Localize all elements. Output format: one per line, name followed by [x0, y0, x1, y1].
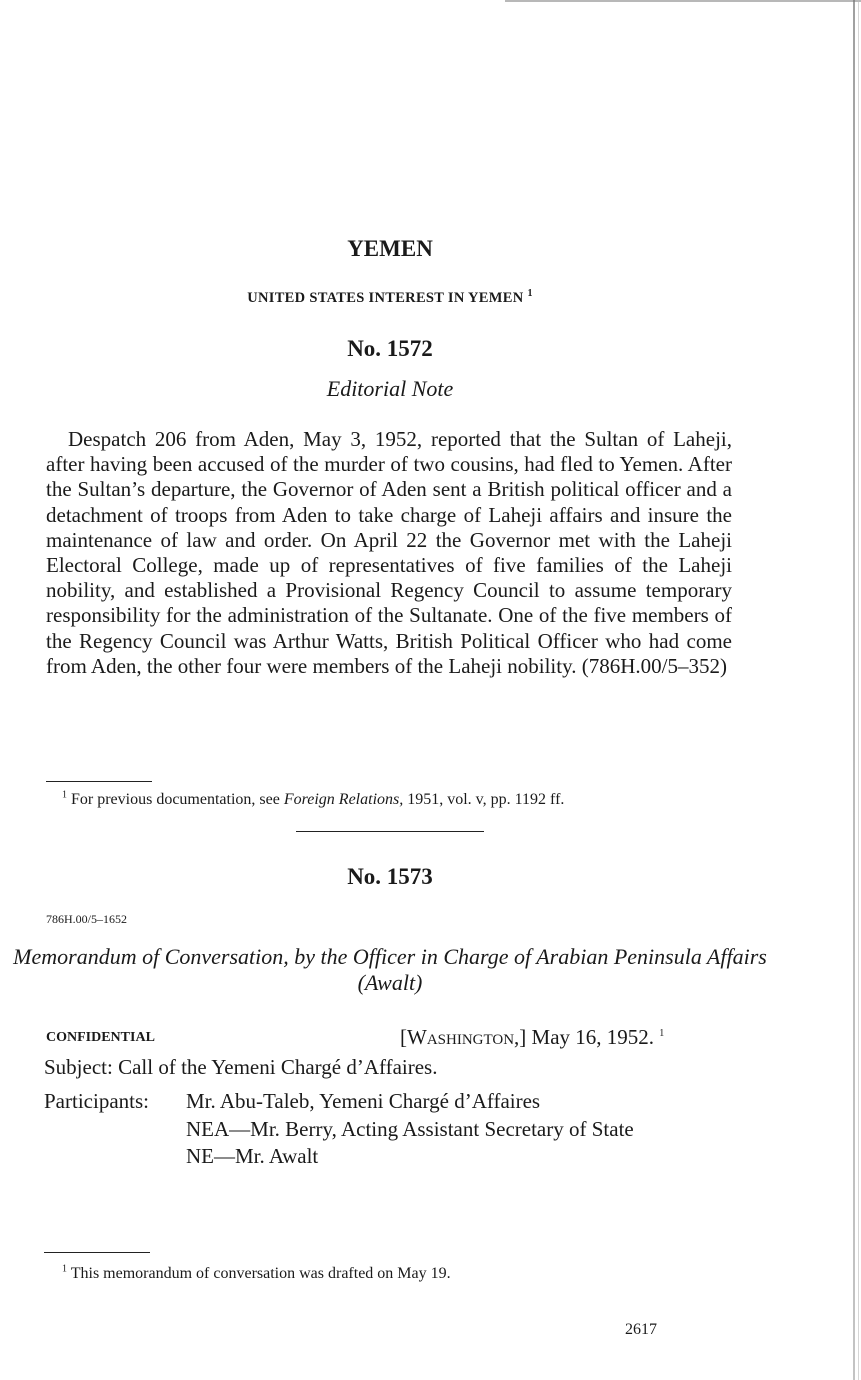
footnote-mark: 1 [659, 1028, 665, 1039]
file-reference: 786H.00/5–1652 [46, 912, 127, 926]
participant-item: NE—Mr. Awalt [186, 1144, 319, 1168]
section-title: YEMEN [347, 236, 433, 261]
editorial-note-body: Despatch 206 from Aden, May 3, 1952, reported that the Sultan of Laheji, after having been accused of the murder of two cousins, had fled to Yemen. After the Sultan’s departure, the Governor of Aden sent a British political officer and a detachment of troops from Aden to take charge of Laheji affairs and insure the maintenance of law and order. On April 22 the Governor met with the Laheji Electoral College, made up of representatives of five families of the Laheji nobility, and established a Provisional Regency Council to assume temporary responsibility for the administration of the Sultanate. One of the five members of the Regency Council was Arthur Watts, British Political Officer who had come from Aden, the other four were members of the Laheji nobility. (786H.00/5–352) [46, 427, 732, 678]
footnote-mark: 1 [527, 288, 533, 300]
footnote-mark: 1 [62, 1263, 67, 1275]
dateline-date: May 16, 1952. [531, 1025, 655, 1049]
page-right-edge-line [858, 0, 859, 1380]
page-right-edge [853, 0, 855, 1380]
participant-item: NEA—Mr. Berry, Acting Assistant Secretary of State [186, 1117, 634, 1141]
footnote-text: For previous documentation, see [71, 791, 284, 808]
footnote-rule [44, 1252, 150, 1253]
footnote-mark: 1 [62, 789, 67, 801]
dateline-place: [Washington,] [400, 1025, 527, 1049]
footnote-rule [46, 781, 152, 782]
participants-label: Participants: [44, 1089, 149, 1113]
document-number-1572: No. 1572 [347, 336, 433, 361]
memorandum-title: Memorandum of Conversation, by the Officer in Charge of Arabian Peninsula Affairs (Awalt) [13, 944, 767, 995]
page-number: 2617 [625, 1321, 657, 1338]
editorial-note-title: Editorial Note [326, 376, 454, 401]
participant-item: Mr. Abu-Taleb, Yemeni Chargé d’Affaires [186, 1089, 541, 1113]
subject-heading [0, 290, 780, 307]
subject-heading-text: UNITED STATES INTEREST IN YEMEN [247, 290, 524, 306]
footnote-text-end: 1951, vol. v, pp. 1192 ff. [403, 791, 565, 808]
footnote-previous-documentation [62, 790, 782, 810]
section-divider [296, 831, 484, 832]
classification-label: CONFIDENTIAL [46, 1030, 155, 1045]
footnote-italic-title: Foreign Relations, [283, 791, 404, 808]
document-number-1573: No. 1573 [347, 864, 433, 889]
page-top-edge [505, 0, 861, 2]
footnote-drafting-date [62, 1264, 782, 1284]
dateline [400, 1025, 664, 1050]
memo-subject: Subject: Call of the Yemeni Chargé d’Affaires. [44, 1055, 438, 1079]
footnote-text: This memorandum of conversation was drafted on May 19. [70, 1265, 451, 1282]
